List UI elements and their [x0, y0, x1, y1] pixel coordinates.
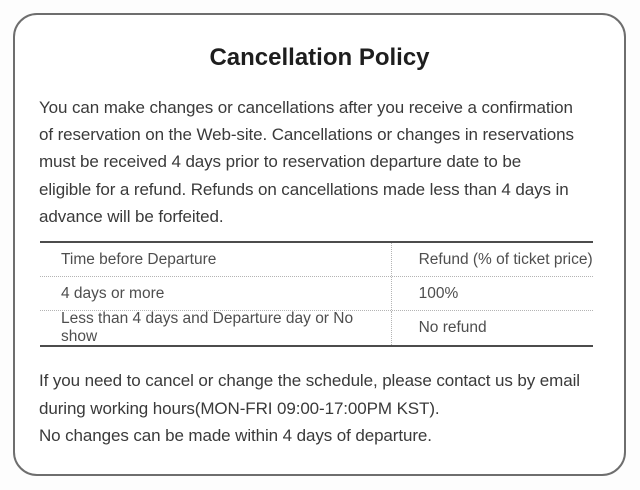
intro-line-2: of reservation on the Web-site. Cancellations or changes in reservations [39, 125, 574, 145]
intro-paragraph [39, 94, 606, 230]
table-header-row [40, 243, 593, 277]
footer-line-1: If you need to cancel or change the schedule, please contact us by email [39, 371, 580, 391]
table-row [40, 311, 593, 345]
intro-line-5: advance will be forfeited. [39, 206, 224, 226]
page-title: Cancellation Policy [209, 44, 430, 71]
table-cell-time: Less than 4 days and Departure day or No show [61, 310, 354, 346]
footer-paragraph [39, 367, 606, 450]
table-cell-refund: No refund [391, 311, 593, 345]
table-cell-refund: 100% [391, 277, 593, 310]
intro-line-4: eligible for a refund. Refunds on cancellations made less than 4 days in [39, 179, 569, 199]
refund-policy-table [40, 241, 593, 347]
footer-line-3: No changes can be made within 4 days of departure. [39, 426, 432, 446]
intro-line-3: must be received 4 days prior to reservation departure date to be [39, 152, 522, 172]
table-row [40, 277, 593, 311]
column-header-refund: Refund (% of ticket price) [391, 243, 593, 276]
intro-line-1: You can make changes or cancellations after you receive a confirmation [39, 98, 573, 117]
cancellation-policy-card [13, 13, 626, 476]
table-cell-time: 4 days or more [61, 284, 165, 302]
footer-line-2: during working hours(MON-FRI 09:00-17:00PM KST). [39, 398, 440, 418]
column-header-time-before-departure: Time before Departure [61, 250, 217, 268]
